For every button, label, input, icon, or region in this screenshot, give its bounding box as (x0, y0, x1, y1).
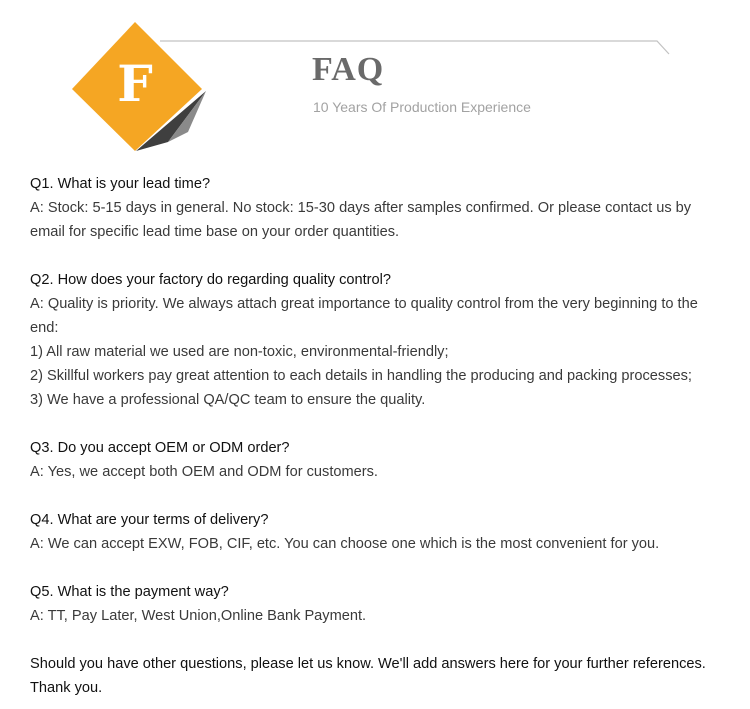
faq-item-1 (30, 172, 730, 244)
faq-question: Q2. How does your factory do regarding quality control? (30, 272, 391, 288)
faq-list-item: 2) Skillful workers pay great attention to each details in handling the producing and packing processes; (30, 368, 692, 384)
faq-answer: A: TT, Pay Later, West Union,Online Bank Payment. (30, 608, 367, 624)
faq-answer: A: Quality is priority. We always attach great importance to quality control from the very beginning to the end: (30, 296, 698, 336)
faq-item-3 (30, 436, 730, 484)
faq-list-item: 1) All raw material we used are non-toxic, environmental-friendly; (30, 344, 449, 360)
faq-item-2 (30, 268, 730, 412)
faq-header (0, 0, 750, 160)
logo-letter: F (117, 54, 153, 113)
faq-content (30, 172, 730, 700)
faq-question: Q5. What is the payment way? (30, 584, 229, 600)
faq-answer: A: We can accept EXW, FOB, CIF, etc. You can choose one which is the most convenient for you. (30, 536, 660, 552)
faq-item-5 (30, 580, 730, 628)
closing-note: Should you have other questions, please let us know. We'll add answers here for your further references. Thank you. (30, 656, 706, 696)
page-title: FAQ (312, 51, 385, 88)
faq-answer: A: Yes, we accept both OEM and ODM for customers. (30, 464, 378, 480)
faq-question: Q3. Do you accept OEM or ODM order? (30, 440, 290, 456)
page-subtitle: 10 Years Of Production Experience (313, 99, 531, 115)
faq-question: Q1. What is your lead time? (30, 176, 211, 192)
faq-item-4 (30, 508, 730, 556)
faq-answer: A: Stock: 5-15 days in general. No stock: 15-30 days after samples confirmed. Or please contact us by email for specific lead time base on your order quantities. (30, 200, 692, 240)
faq-list-item: 3) We have a professional QA/QC team to ensure the quality. (30, 392, 426, 408)
header-rule (160, 41, 669, 54)
faq-question: Q4. What are your terms of delivery? (30, 512, 269, 528)
